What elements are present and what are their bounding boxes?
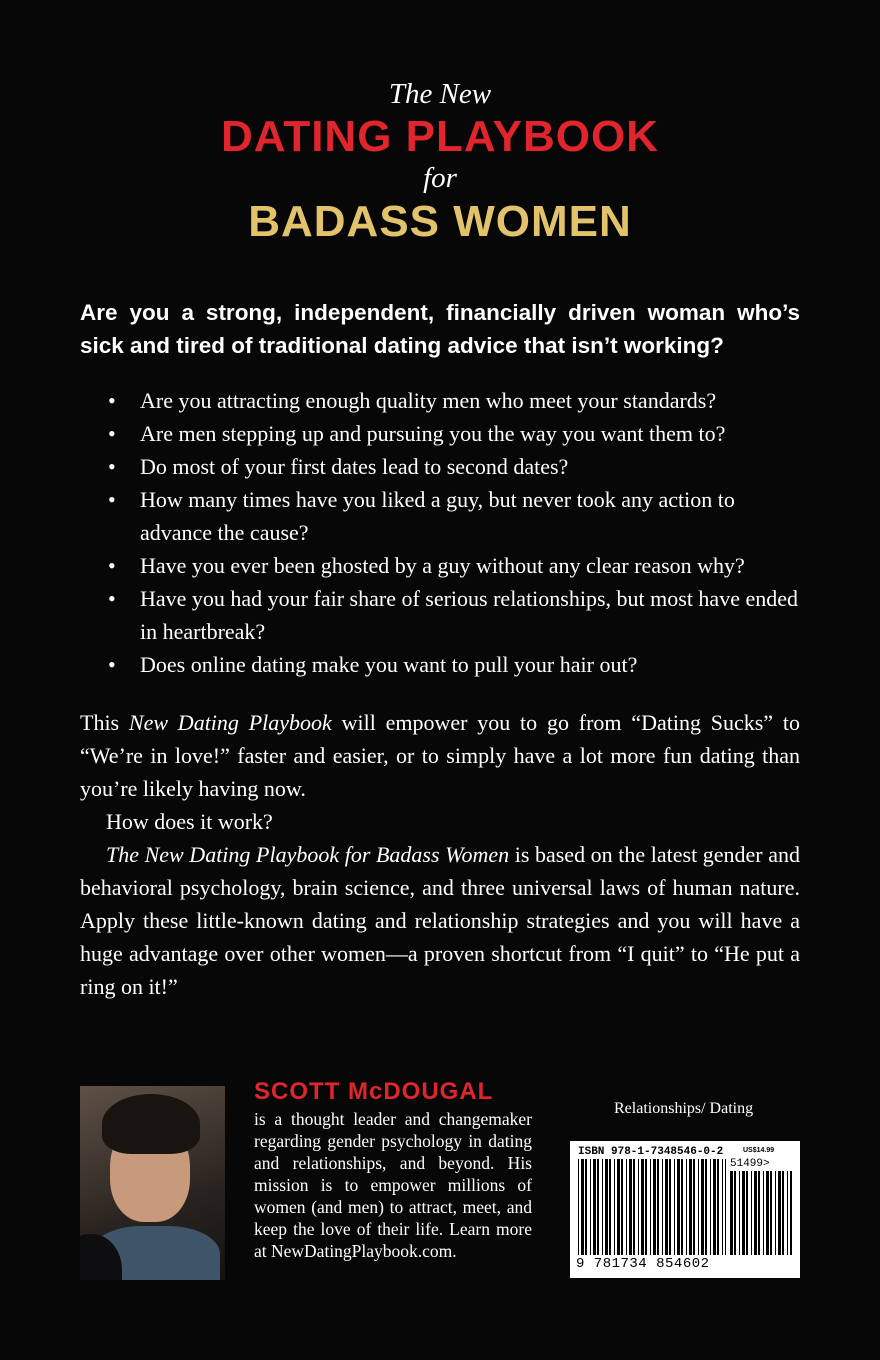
author-name: SCOTT McDOUGAL — [254, 1078, 494, 1105]
author-bio: is a thought leader and changemaker regarding gender psychology in dating and relationships, and beyond. His mission is to empower millions of women (and men) to attract, meet, and keep the love of their life. Learn more at NewDatingPlaybook.com. — [254, 1109, 532, 1261]
list-item: • Have you had your fair share of serious relationships, but most have ended in heartbreak? — [100, 582, 810, 648]
bullet-icon: • — [108, 652, 116, 677]
bullet-icon: • — [108, 454, 116, 479]
author-photo — [80, 1086, 225, 1280]
description-paragraph-1: This New Dating Playbook will empower you to go from “Dating Sucks” to “We’re in love!” faster and easier, or to simply have a lot more fun dating than you’re likely having now. — [80, 710, 800, 801]
list-item: • Have you ever been ghosted by a guy without any clear reason why? — [100, 549, 810, 582]
isbn-barcode — [570, 1141, 800, 1278]
description-paragraph-2: How does it work? — [106, 809, 273, 834]
book-title: DATING PLAYBOOK — [221, 112, 659, 161]
bullet-icon: • — [108, 586, 116, 611]
barcode-icon — [578, 1159, 726, 1255]
list-item: • Are men stepping up and pursuing you the way you want them to? — [100, 417, 810, 450]
question-list — [100, 384, 810, 681]
bullet-icon: • — [108, 487, 116, 512]
description-paragraph-3: The New Dating Playbook for Badass Women is based on the latest gender and behavioral psychology, brain science, and three universal laws of human nature. Apply these little-known dating and relationship strategies and you will have a huge advantage over other women—a proven shortcut from “I quit” to “He put a ring on it!” — [80, 842, 800, 999]
category-label: Relationships/ Dating — [614, 1100, 754, 1117]
list-item: • How many times have you liked a guy, but never took any action to advance the cause? — [100, 483, 810, 549]
barcode-digits: 9 781734 854602 — [576, 1256, 710, 1272]
bullet-icon: • — [108, 388, 116, 413]
price-text: US$14.99 — [743, 1147, 775, 1154]
title-connector: for — [423, 162, 457, 194]
pre-title: The New — [388, 78, 492, 110]
bullet-icon: • — [108, 421, 116, 446]
intro-question: Are you a strong, independent, financially driven woman who’s sick and tired of traditional dating advice that isn’t working? — [80, 300, 800, 358]
list-item: • Are you attracting enough quality men who meet your standards? — [100, 384, 810, 417]
list-item: • Do most of your first dates lead to second dates? — [100, 450, 810, 483]
bullet-icon: • — [108, 553, 116, 578]
addon-barcode-icon — [730, 1171, 792, 1255]
list-item: • Does online dating make you want to pull your hair out? — [100, 648, 810, 681]
price-addon-text: 51499> — [730, 1158, 770, 1170]
description — [80, 706, 800, 1003]
book-subtitle: BADASS WOMEN — [248, 197, 632, 246]
isbn-text: ISBN 978-1-7348546-0-2 — [578, 1146, 724, 1158]
